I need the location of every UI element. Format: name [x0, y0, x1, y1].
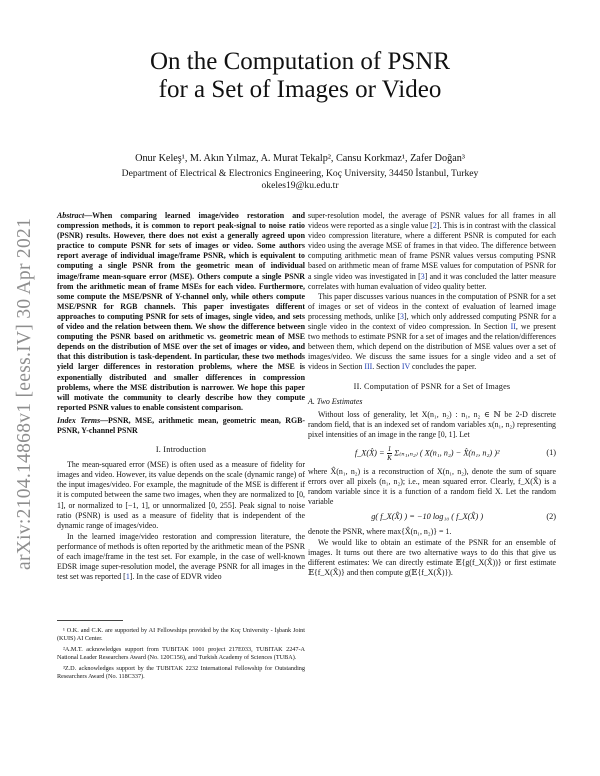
paper-title — [60, 48, 540, 104]
left-column — [57, 211, 305, 583]
intro-paragraph-1: The mean-squared error (MSE) is often used as a measure of fidelity for images and video. However, its value depends on the scale (dynamic range) of the input images/video. For example, the magnitude of the MSE is different if it is computed between the same two images, when they are normalized to [0, 1], or normalized to [−1, 1], or unnormalized [0, 255]. Peak signal to noise ratio (PSNR) is used as a measure of fidelity that is independent of the dynamic range of images/video. — [57, 460, 305, 530]
section-link-2[interactable]: II — [510, 322, 516, 332]
index-terms — [57, 416, 305, 436]
section-2-paragraph-1: Without loss of generality, let X(n₁, n₂) : n₁, n₂ ∈ ℕ be 2-D discrete random field, that is an indexed set of random variables x(n₁, n₂) representing pixel intensities of an image in the range [0, 1]. Let — [308, 409, 556, 439]
arxiv-watermark: arXiv:2104.14868v1 [eess.IV] 30 Apr 2021 — [14, 217, 35, 570]
section-2-paragraph-4: We would like to obtain an estimate of the PSNR for an ensemble of images. It turns out there are two alternative ways to do this that give us different estimates: We can directly estimate 𝔼{g(f_X(X̂))} or first estimate 𝔼{f_X(X̂)} and then compute g(𝔼{f_X(X̂)}). — [308, 537, 556, 577]
abstract — [57, 211, 305, 413]
equation-2-formula: g( f_X(X̂) ) = −10 log₁₀ ( f_X(X̂) ) — [371, 512, 484, 522]
index-terms-label: Index Terms — [57, 415, 101, 425]
section-2-heading: II. Computation of PSNR for a Set of Images — [353, 381, 511, 391]
affiliation-block — [60, 168, 540, 192]
citation-link-2[interactable]: 2 — [432, 221, 437, 231]
abstract-text: —When comparing learned image/video restoration and compression methods, it is common to report peak-signal to noise ratio (PSNR) results. However, there does not exist a generally agreed upon practice to compute PSNR for sets of images or video. Some authors report average of individual image/frame PSNR, which is equivalent to computing a single PSNR from the geometric mean of individual image/frame mean-square error (MSE). Others compute a single PSNR from the arithmetic mean of frame MSEs for each video. Furthermore, some compute the MSE/PSNR of Y-channel only, while others compute MSE/PSNR for RGB channels. This paper investigates different approaches to computing PSNR for sets of images, single video, and sets of video and the relation between them. We show the difference between computing the PSNR based on arithmetic vs. geometric mean of MSE depends on the distribution of MSE over the set of images or video, and that this distribution is task-dependent. In particular, these two methods yield larger differences in restoration problems, where the MSE is exponentially distributed and smaller differences in compression problems, where the MSE distribution is narrower. We hope this paper will motivate the community to clearly describe how they compute reported PSNR values to enable consistent comparison. — [57, 211, 305, 412]
footnote-1: ¹ O.K. and C.K. are supported by AI Fellowships provided by the Koç University - İşbank Joint (KUIS) AI Center. — [57, 627, 305, 643]
equation-1-fraction: $\frac{1}{K}$ — [387, 444, 392, 462]
footnote-3: ³Z.D. acknowledges support by the TUBITAK 2232 International Fellowship for Outstanding Researchers Award (No. 118C337). — [57, 665, 305, 681]
footnotes — [57, 627, 305, 685]
equation-1-number: (1) — [546, 448, 556, 458]
authors: Onur Keleş¹, M. Akın Yılmaz, A. Murat Tekalp², Cansu Korkmaz¹, Zafer Doğan³ — [135, 153, 465, 164]
footnote-divider — [57, 620, 123, 621]
equation-1 — [308, 445, 556, 462]
right-paragraph-2: This paper discusses various nuances in the computation of PSNR for a set of images or set of videos in the context of evaluation of learned image processing methods, unlike [3], which only addressed computing PSNR for a single video in the context of video compression. In Section II, we present two methods to estimate PSNR for a set of images and the relation/differences between them, which depend on the distribution of MSE values over a set of images/video. We discuss the same issues for a single video and a set of videos in Section III. Section IV concludes the paper. — [308, 291, 557, 372]
section-1-heading: I. Introduction — [155, 445, 207, 455]
right-paragraph-1: super-resolution model, the average of PSNR values for all frames in all videos were reported as a single value [2]. This is in contrast with the classical video compression literature, where a different PSNR is computed for each video using the average MSE of frames in that video. The difference between computing arithmetic mean of frame PSNR values versus computing PSNR based on arithmetic mean of frame MSE values for computation of PSNR for a single video was investigated in [3] and it was concluded the latter measure correlates with human evaluation of video quality better. — [308, 211, 556, 291]
citation-link-1[interactable]: 1 — [125, 572, 130, 582]
equation-2 — [308, 512, 556, 522]
footnote-2: ²A.M.T. acknowledges support from TUBITAK 1001 project 217E033, TUBITAK 2247-A National Leader Researchers Award (No. 120C156), and Turkish Academy of Sciences (TUBA). — [57, 646, 305, 662]
intro-paragraph-2: In the learned image/video restoration and compression literature, the performance of methods is often reported by the arithmetic mean of the PSNR of each image/frame in the test set. For example, in the case of well-known EDSR image super-resolution model, the average PSNR for all images in the test set was reported [1]. In the case of EDVR video — [57, 531, 305, 582]
email: okeles19@ku.edu.tr — [261, 180, 339, 191]
subsection-2a-heading: A. Two Estimates — [308, 396, 363, 406]
index-terms-text: —PSNR, MSE, arithmetic mean, geometric mean, RGB-PSNR, Y-channel PSNR — [57, 415, 305, 435]
abstract-label: Abstract — [57, 211, 85, 220]
citation-link-3[interactable]: 3 — [420, 271, 425, 281]
affiliation: Department of Electrical & Electronics Engineering, Koç University, 34450 İstanbul, Turkey — [121, 168, 479, 179]
section-2-paragraph-3: denote the PSNR, where max{X̂(n₁, n₂)} = 1. — [308, 527, 452, 537]
title-line-1: On the Computation of PSNR — [149, 48, 450, 75]
right-column — [308, 211, 556, 579]
title-line-2: for a Set of Images or Video — [158, 76, 442, 103]
section-2-paragraph-2: where X̂(n₁, n₂) is a reconstruction of X(n₁, n₂), denote the sum of square errors over all pixels (n₁, n₂); i.e., mean squared error. Clearly, f_X(X̂) is a random variable since it is a function of a random field X. Let the random variable — [308, 466, 556, 507]
section-link-4[interactable]: IV — [401, 362, 410, 372]
equation-2-number: (2) — [546, 512, 556, 522]
section-link-3[interactable]: III — [364, 362, 373, 372]
equation-1-formula: f_X(X̂) = $\frac{1}{K} \Sigma_{(n1},_{n2)}$ ( X(n₁, n₂) − X̂(n₁, n₂) )² — [354, 444, 500, 462]
citation-link-3b[interactable]: 3 — [400, 311, 404, 321]
